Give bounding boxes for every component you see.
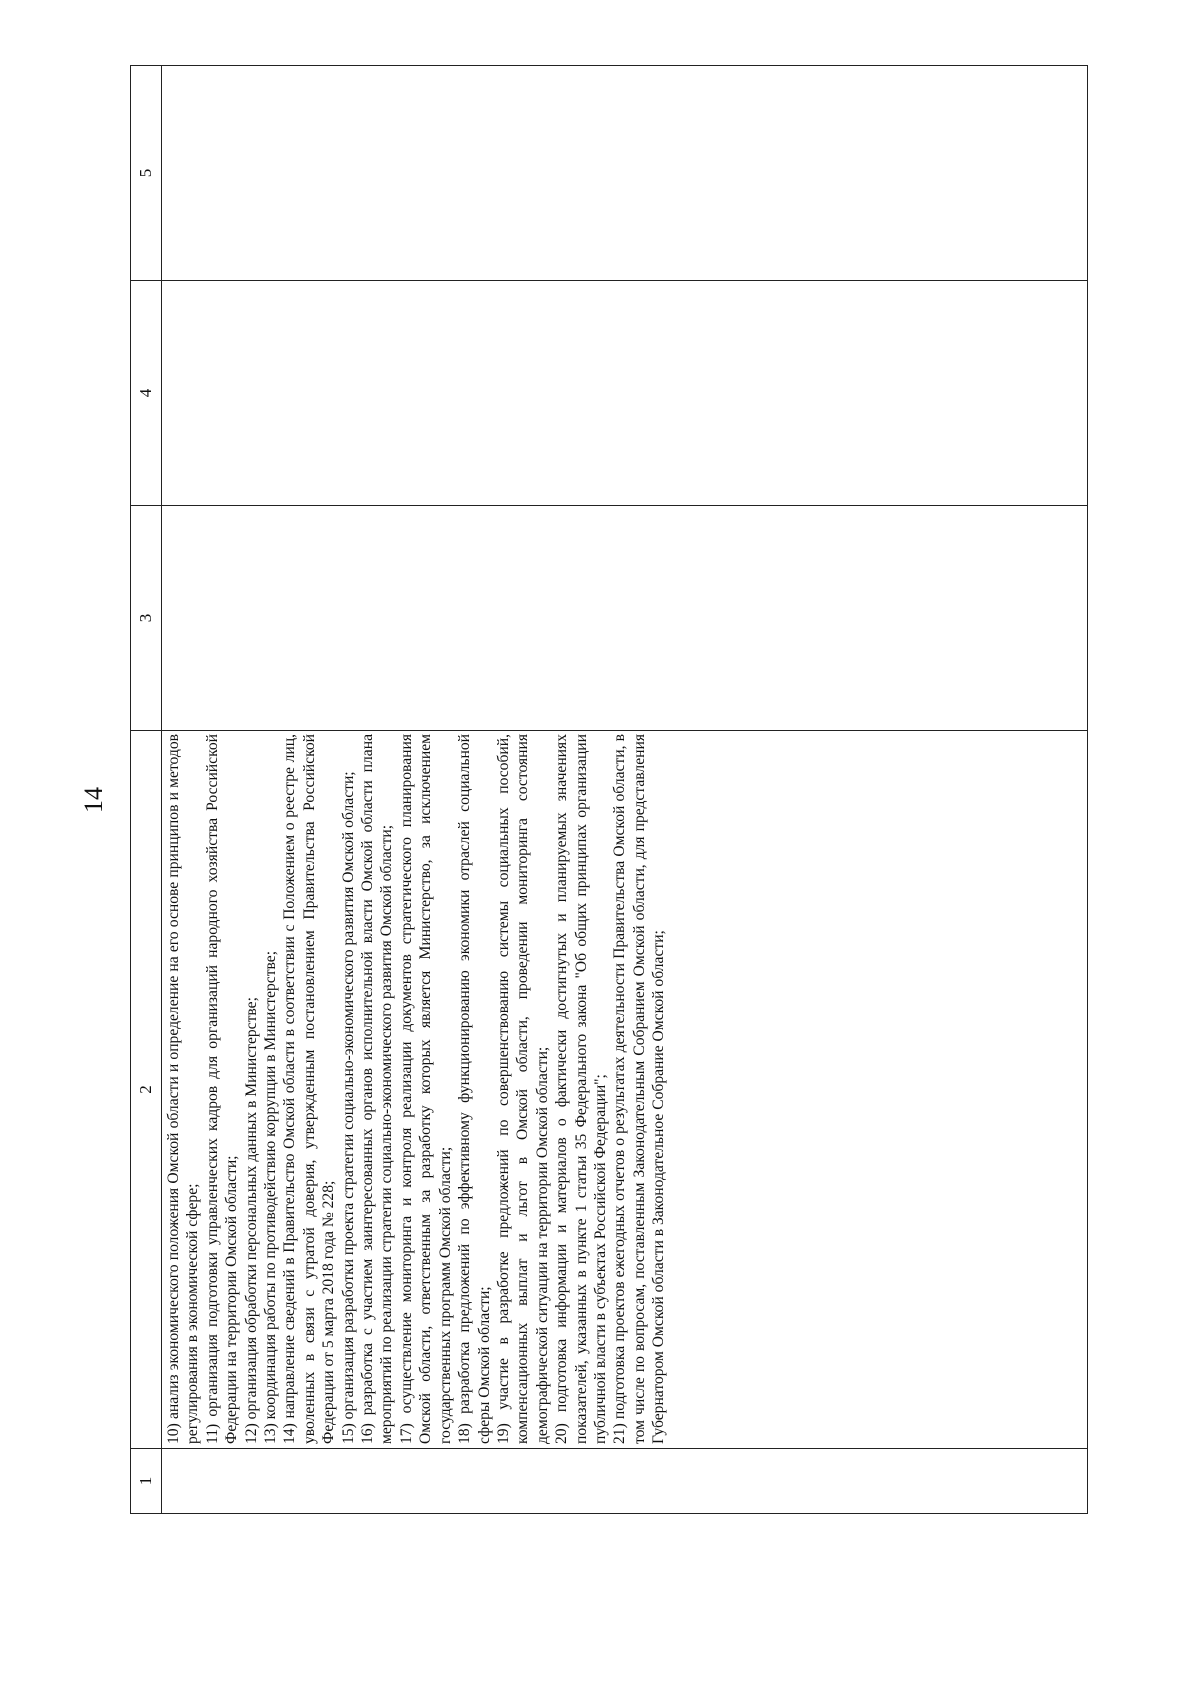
table-row [162, 66, 1088, 1514]
list-item: 12) организация обработки персональных данных в Министерстве; [242, 997, 260, 1444]
list-item: 21) подготовка проектов ежегодных отчетов о результатах деятельности Правительства Омской области, в том числе по вопросам, поставленным Законодательным Собранием Омской области, для представления Губернатором Омской области в Законодательное Собрание Омской области; [611, 734, 668, 1444]
list-item: 10) анализ экономического положения Омской области и определение на его основе принципов и методов регулирования в экономической сфере; [165, 734, 202, 1444]
list-item: 14) направление сведений в Правительство Омской области в соответствии с Положением о реестре лиц, уволенных в связи с утратой доверия, утвержденным постановлением Правительства Российской Федерации от 5 марта 2018 года № 228; [281, 734, 338, 1444]
list-item: 13) координация работы по противодействию коррупции в Министерстве; [262, 950, 280, 1444]
functions-list [162, 731, 669, 1448]
header-col-4: 4 [131, 281, 162, 506]
list-item: 18) разработка предложений по эффективному функционированию экономики отраслей социальной сферы Омской области; [456, 734, 493, 1444]
list-item: 11) организация подготовки управленческих кадров для организаций народного хозяйства Российской Федерации на территории Омской области; [203, 734, 241, 1444]
header-col-5: 5 [131, 66, 162, 281]
list-item: 16) разработка с участием заинтересованных органов исполнительной власти Омской области плана мероприятий по реализации стратегии социально-экономического развития Омской области; [359, 734, 396, 1444]
rotated-table [130, 66, 1088, 1514]
table-container [130, 66, 1088, 1514]
cell-col-5 [162, 66, 1088, 281]
cell-col-2 [162, 731, 1088, 1449]
cell-col-3 [162, 506, 1088, 731]
header-col-2: 2 [131, 731, 162, 1449]
cell-col-4 [162, 281, 1088, 506]
header-col-3: 3 [131, 506, 162, 731]
list-item: 17) осуществление мониторинга и контроля реализации документов стратегического планирования Омской области, ответственным за разработку которых является Министерство, за исключением государственных программ Омской области; [397, 734, 454, 1444]
list-item: 19) участие в разработке предложений по совершенствованию системы социальных пособий, компенсационных выплат и льгот в Омской области, проведении мониторинга состояния демографической ситуации на территории Омской области; [494, 734, 551, 1444]
page-number: 14 [79, 787, 108, 813]
header-col-1: 1 [131, 1449, 162, 1514]
list-item: 20) подготовка информации и материалов о фактически достигнутых и планируемых значениях показателей, указанных в пункте 1 статьи 35 Федерального закона "Об общих принципах организации публичной власти в субъектах Российской Федерации"; [553, 734, 609, 1444]
cell-col-1 [162, 1449, 1088, 1514]
list-item: 15) организация разработки проекта стратегии социально-экономического развития Омской области; [339, 771, 357, 1444]
functions-table [130, 65, 1088, 1514]
table-header-row [131, 66, 162, 1514]
